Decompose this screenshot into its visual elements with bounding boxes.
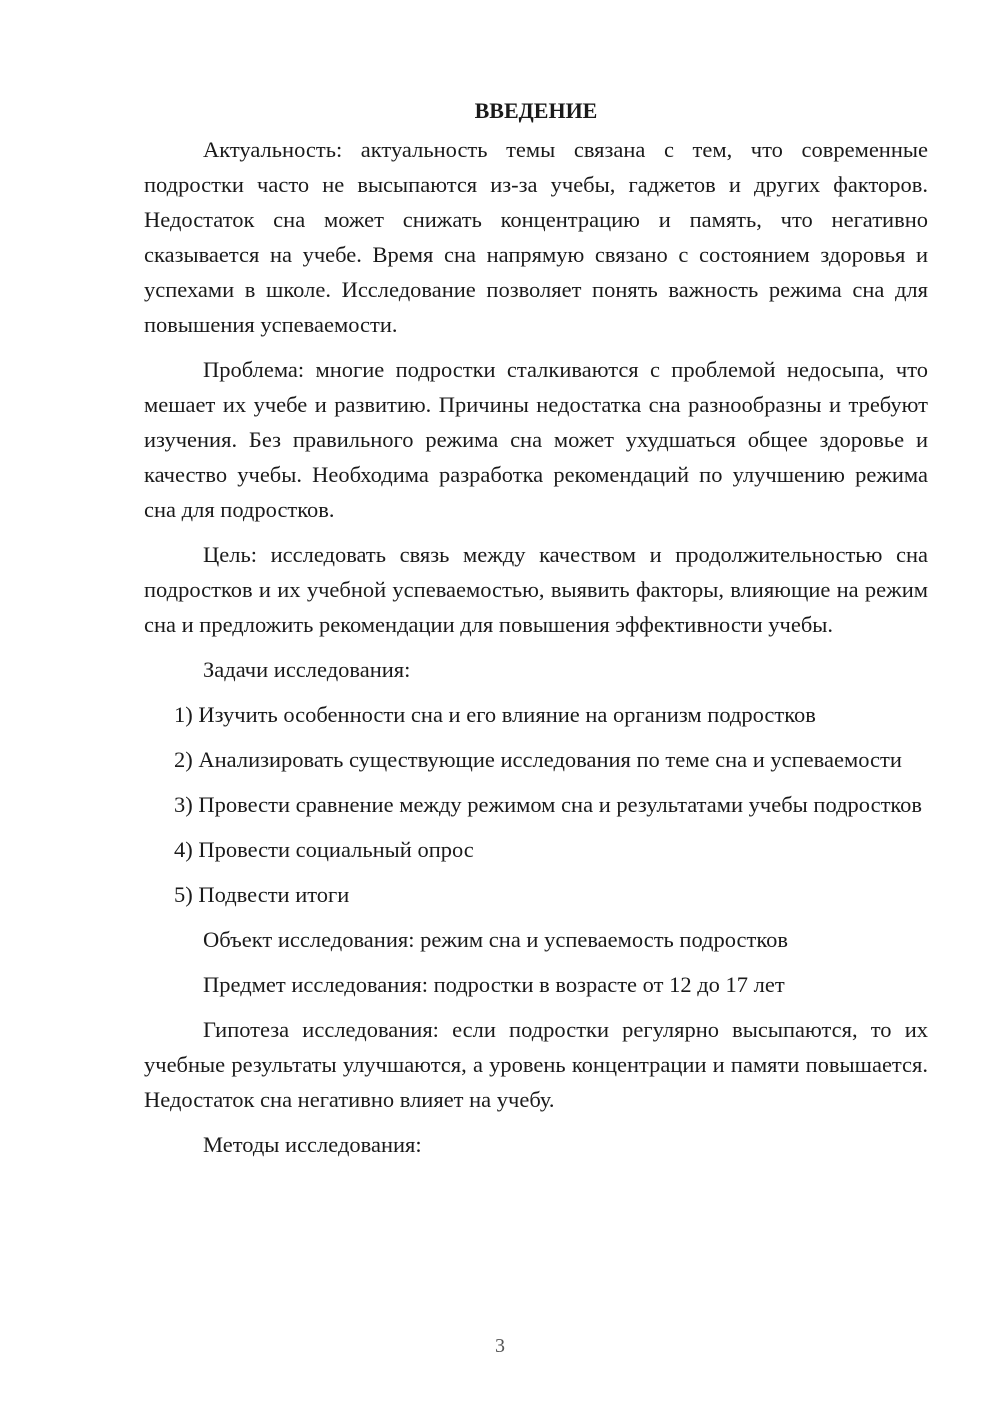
paragraph-goal: Цель: исследовать связь между качеством и продолжительностью сна подростков и их учебной успеваемостью, выявить факторы, влияющие на режим сна и предложить рекомендации для повышения эффективности учебы. xyxy=(144,542,928,637)
task-item-5: 5) Подвести итоги xyxy=(174,882,350,907)
paragraph-subject: Предмет исследования: подростки в возрасте от 12 до 17 лет xyxy=(203,972,785,997)
task-item-2: 2) Анализировать существующие исследования по теме сна и успеваемости xyxy=(174,747,902,772)
task-item-3: 3) Провести сравнение между режимом сна и результатами учебы подростков xyxy=(174,792,923,817)
page-number: 3 xyxy=(495,1335,505,1357)
page-content xyxy=(144,96,928,1172)
page-title: ВВЕДЕНИЕ xyxy=(474,98,598,123)
paragraph-relevance: Актуальность: актуальность темы связана с тем, что современные подростки часто не высыпаются из-за учебы, гаджетов и других факторов. Недостаток сна может снижать концентрацию и память, что негативно сказывается на учебе. Время сна напрямую связано с состоянием здоровья и успехами в школе. Исследование позволяет понять важность режима сна для повышения успеваемости. xyxy=(144,137,928,337)
task-item-1: 1) Изучить особенности сна и его влияние на организм подростков xyxy=(174,702,816,727)
paragraph-hypothesis: Гипотеза исследования: если подростки регулярно высыпаются, то их учебные результаты улучшаются, а уровень концентрации и памяти повышается. Недостаток сна негативно влияет на учебу. xyxy=(144,1017,928,1112)
methods-heading: Методы исследования: xyxy=(203,1132,422,1157)
paragraph-object: Объект исследования: режим сна и успеваемость подростков xyxy=(203,927,789,952)
paragraph-problem: Проблема: многие подростки сталкиваются с проблемой недосыпа, что мешает их учебе и развитию. Причины недостатка сна разнообразны и требуют изучения. Без правильного режима сна может ухудшаться общее здоровье и качество учебы. Необходима разработка рекомендаций по улучшению режима сна для подростков. xyxy=(144,357,928,522)
task-item-4: 4) Провести социальный опрос xyxy=(174,837,474,862)
tasks-heading: Задачи исследования: xyxy=(203,657,411,682)
